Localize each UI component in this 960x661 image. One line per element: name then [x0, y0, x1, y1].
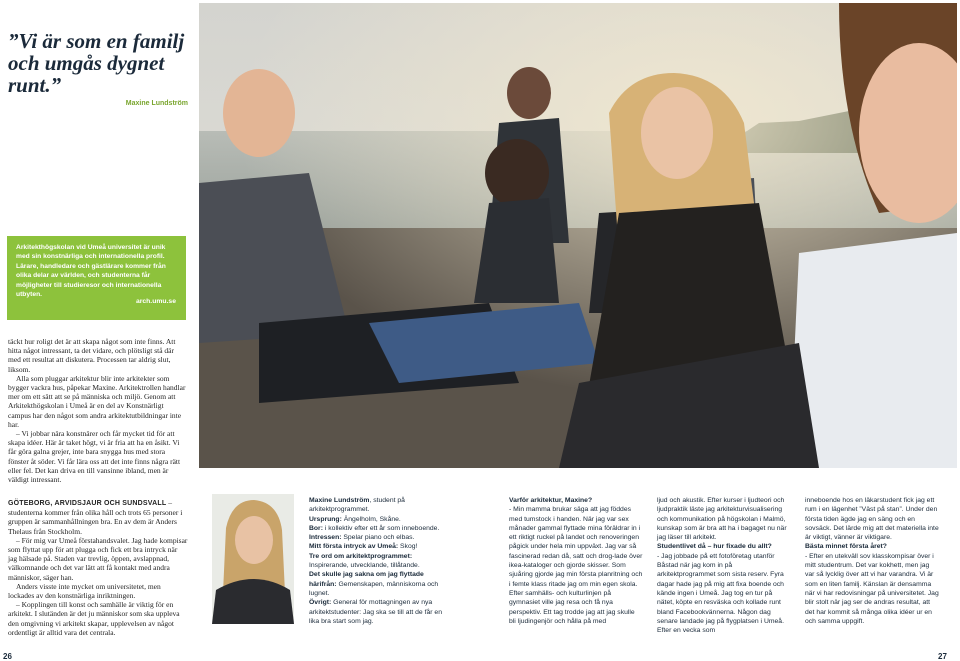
paragraph: Anders visste inte mycket om universitetet, men lockades av den konstnärliga inriktningen.	[8, 581, 161, 601]
qa-column-3	[805, 496, 939, 626]
paragraph: – Vi jobbar nära konstnärer och får mycket tid för att skapa idéer. Här är taket högt, vi är fria att ha en åsikt. Vi får göra galna grejer, inte bara snygga hus med stora fönster åt söder. Vi får lära oss att det inte finns några rätt eller fel. Det kan driva en till vansinne ibland, men är väldigt intressant.	[8, 429, 181, 485]
pull-quote: ”Vi är som en familj och umgås dygnet runt.”	[8, 29, 185, 97]
profile-fact: Tre ord om arkitektprogrammet: Inspirerande, utvecklande, tillåtande.	[309, 552, 420, 570]
page-number-right: 27	[938, 652, 947, 661]
intro-text: Arkitekthögskolan vid Umeå universitet är unik med sin konstnärliga och internationella profil. Lärare, handledare och gästlärare kommer från olika delar av världen, och studenterna får möjligheter till studieresor och internationella utbyten.	[16, 244, 166, 299]
students-photo-illustration	[199, 3, 957, 468]
main-photo	[199, 3, 957, 468]
intro-box	[7, 236, 186, 320]
paragraph: Alla som pluggar arkitektur blir inte arkitekter som bygger vackra hus, påpekar Maxine. Arkitektrollen handlar mer om ett sätt att se på människa och miljö. Genom att Arkitekthögskolan i Umeå är en del av Konstnärligt campus har den något som andra arkitektutbildningar inte har.	[8, 373, 186, 429]
paragraph: täckt hur roligt det är att skapa något som inte finns. Att hitta något intressant, ta det vidare, och plötsligt stå där med ett resultat att diskutera. Processen tar aldrig slut, liksom.	[8, 337, 176, 374]
paragraph: – För mig var Umeå förstahandsvalet. Jag hade kompisar som flyttat upp för att plugga och fick ett bra intryck när jag hälsade på. Staden var trevlig, öppen, avslappnad, välkomnande och det var lätt att få kontakt med andra människor, säger han.	[8, 535, 188, 582]
qa-column-2	[657, 496, 791, 635]
paragraph: – Kopplingen till konst och samhälle är viktig för en arkitekt. I slutänden är det ju människor som ska uppleva den omgivning vi arkitekt skapar, upplevelsen av något ordentligt är alltid vara det centrala.	[8, 600, 180, 637]
answer: ljud och akustik. Efter kurser i ljudteori och ljudpraktik läste jag arkitekturvisualisering och kommunikation på högskolan i Malmö, kunskap som är bra att ha i bagaget nu när jag läser till arkitekt.	[657, 497, 787, 542]
question: Studentlivet då – hur fixade du allt?	[657, 543, 772, 551]
page-number-left: 26	[3, 652, 12, 661]
profile-fact: Övrigt: General för mottagningen av nya arkitektstudenter: Jag ska se till att de får en lika bra start som jag.	[309, 599, 442, 625]
lead-in: GÖTEBORG, ARVIDSJAUR OCH SUNDSVALL	[8, 500, 167, 507]
body-column-left-bottom	[8, 498, 188, 637]
answer: - Min mamma brukar säga att jag föddes med tumstock i handen. När jag var sex månader gammal flyttade mina föräldrar in i ett riktigt ruckel på landet och renoveringen pågick under hela min uppväxt. Jag var så fascinerad redan då, satt och drog-lade över ikea-kataloger och gjorde skisser. Som sjuåring gjorde jag min första planritning och i femte klass ritade jag om min egen skola. Efter samhälls- och kulturlinjen på gymnasiet ville jag resa och få nya perspektiv. Ett tag trodde jag att jag skulle bli ljudingenjör och hålla på med	[509, 506, 643, 625]
intro-url[interactable]: arch.umu.se	[135, 297, 176, 305]
answer: - Efter en utekväll sov klasskompisar över i mitt studentrum. Det var kokhett, men jag var så lycklig över att vi har varandra. Vi är som en liten familj. Känslan är densamma när vi har redovisningar på universitetet. Jag blir stolt när jag ser de andras resultat, att det har kommit så många olika idéer ur en och samma uppgift.	[805, 552, 939, 625]
lead-text: – studenterna kommer från olika håll och trots 65 personer i gruppen är sammanhållningen bra. En av dem är Anders Thelaus från Stockholm.	[8, 498, 183, 536]
profile-fact: Bor: i kollektiv efter ett år som inneboende.	[309, 524, 440, 532]
profile-facts	[309, 496, 442, 626]
portrait-illustration	[212, 494, 294, 624]
profile-name-line	[309, 496, 442, 515]
question: Bästa minnet första året?	[805, 543, 887, 551]
profile-fact: Ursprung: Ängelholm, Skåne.	[309, 515, 401, 523]
qa-column-1	[509, 496, 643, 626]
answer: - Jag jobbade på ett fotoföretag utanför Båstad när jag kom in på arkitektprogrammet som sista reserv. Fyra dagar hade jag på mig att fixa boende och kände ingen i Umeå. Jag tog en tur på nätet, köpte en resväska och kollade runt bland Facebookvännerna. Någon dag senare landade jag på flygplatsen i Umeå. Efter en vecka som	[657, 552, 784, 635]
answer: inneboende hos en läkarstudent fick jag ett rum i en lägenhet ”Väst på stan”. Under den första tiden ägde jag en säng och en sovsäck. Det lärde mig att det materiella inte är viktigt, vänner är viktigare.	[805, 497, 939, 542]
quote-author: Maxine Lundström	[125, 100, 188, 107]
profile-fact: Det skulle jag sakna om jag flyttade härifrån: Gemenskapen, människorna och lugnet.	[309, 571, 439, 597]
question: Varför arkitektur, Maxine?	[509, 497, 593, 504]
profile-fact: Mitt första intryck av Umeå: Skog!	[309, 543, 418, 551]
paragraph	[8, 498, 188, 536]
portrait-photo	[212, 494, 294, 624]
body-column-left-top	[8, 337, 186, 484]
profile-role: , student på arkitektprogrammet.	[309, 497, 405, 514]
profile-name: Maxine Lundström	[309, 497, 370, 504]
profile-fact: Intressen: Spelar piano och elbas.	[309, 534, 415, 542]
